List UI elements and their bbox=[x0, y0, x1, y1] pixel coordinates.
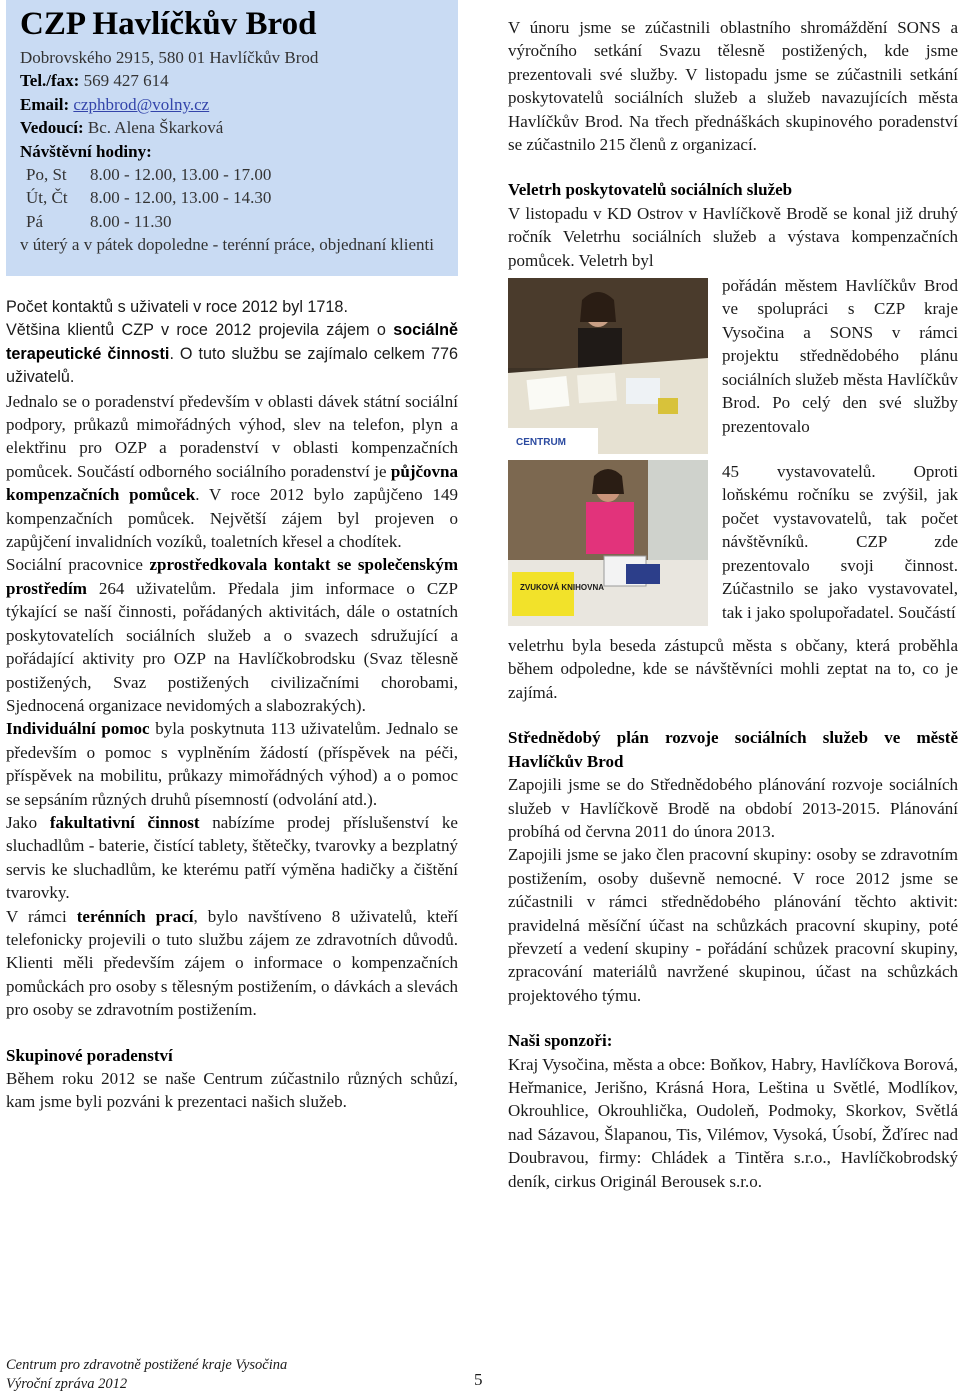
right-column bbox=[508, 16, 958, 1193]
left-column bbox=[6, 0, 458, 1114]
paragraph: veletrhu byla beseda zástupců města s občany, která proběhla během odpoledne, kde se návštěvníci mohli zeptat na to, co je zajímá. bbox=[508, 636, 958, 702]
paragraph: Během roku 2012 se naše Centrum zúčastnilo různých schůzí, kam jsme byli pozváni k prezentaci našich služeb. bbox=[6, 1069, 458, 1112]
org-title: CZP Havlíčkův Brod bbox=[20, 6, 317, 42]
footer bbox=[6, 1356, 506, 1394]
footer-line-1: Centrum pro zdravotně postižené kraje Vysočina bbox=[6, 1357, 288, 1373]
hours-row: Po, St 8.00 - 12.00, 13.00 - 17.00 bbox=[26, 165, 272, 185]
footer-line-2: Výroční zpráva 2012 bbox=[6, 1376, 128, 1392]
hours-label: Návštěvní hodiny: bbox=[20, 141, 152, 161]
photo1-sign: CENTRUM bbox=[516, 437, 566, 449]
paragraph: V únoru jsme se zúčastnili oblastního shromáždění SONS a výročního setkání Svazu tělesně postižených, kde jsme prezentovali své služby. V listopadu jsme se zúčastnili setkání poskytovatelů sociálních služeb a služeb navazujících města Havlíčkův Brod. Na třech přednáškách skupinového poradenství se zúčastnilo 215 členů z organizací. bbox=[508, 18, 958, 155]
fair-photo-1 bbox=[508, 278, 708, 454]
section-heading: Naši sponzoři: bbox=[508, 1031, 613, 1051]
section-heading: Skupinové poradenství bbox=[6, 1045, 173, 1065]
fair-photo-2 bbox=[508, 460, 708, 626]
email-line bbox=[20, 93, 444, 116]
hours-note: v úterý a v pátek dopoledne - terénní práce, objednaní klienti bbox=[20, 235, 434, 255]
paragraph: V listopadu v KD Ostrov v Havlíčkově Brodě se konal již druhý ročník Veletrhu sociálních služeb a výstava kompenzačních pomůcek. Veletrh byl bbox=[508, 203, 958, 270]
paragraph: Zapojili jsme se do Střednědobého plánování rozvoje sociálních služeb v Havlíčkově Brodě na období 2013-2015. Plánování probíhá od června 2011 do února 2013. bbox=[508, 775, 958, 841]
email-label: Email: bbox=[20, 94, 70, 114]
paragraph: Sociální pracovnice zprostředkovala kontakt se společenským prostředím 264 uživatelům. Předala jim informace o CZP týkající se naší činnosti, pořádaných aktivitách, dále o ostatních poskytovatelích sociálních služeb a o svazech sdružující a pořádající aktivity pro OZP na Havlíčkobrodsku (Svaz tělesně postižených, Svaz postižených civilizačními chorobami, Sjednocená organizace nevidomých a slabozrakých). bbox=[6, 555, 459, 715]
contacts-count: Počet kontaktů s uživateli v roce 2012 byl 1718. bbox=[6, 298, 348, 316]
phone: 569 427 614 bbox=[83, 71, 169, 91]
paragraph: Zapojili jsme se jako člen pracovní skupiny: osoby se zdravotním postižením, osoby duševně nemocné. V roce 2012 jsme se zúčastnili v rámci střednědobého plánování těchto aktivit: pravidelná měsíční účast na schůzkách pracovní skupiny, poté převzetí a vedení skupiny - pořádání schůzek pracovní skupiny, zpracování materiálů navržené skupinou, účast na schůzkách projektového týmu. bbox=[508, 845, 958, 1005]
hours-row: Pá 8.00 - 11.30 bbox=[26, 211, 172, 231]
phone-label: Tel./fax: bbox=[20, 71, 80, 91]
address: Dobrovského 2915, 580 01 Havlíčkův Brod bbox=[20, 48, 319, 67]
photo2-sign: ZVUKOVÁ KNIHOVNA bbox=[520, 583, 605, 593]
wrap-text-1: pořádán městem Havlíčkův Brod ve spolupráci s CZP kraje Vysočina a SONS v rámci projektu střednědobého plánu sociálních služeb města Havlíčkův Brod. Po celý den své služby prezentovalo bbox=[722, 276, 958, 436]
section-heading: Veletrh poskytovatelů sociálních služeb bbox=[508, 180, 793, 200]
figure-block bbox=[508, 274, 958, 636]
paragraph: V rámci terénních prací, bylo navštíveno 8 uživatelů, kteří telefonicky projevili o tuto službu zájem ze zdravotních důvodů. Klienti měli především zájem o informace o kompenzačních pomůckách pro osoby s tělesným postižením, o dávkách a slevách pro osoby se zdravotním postižením. bbox=[6, 906, 458, 1020]
paragraph: Kraj Vysočina, města a obce: Boňkov, Habry, Havlíčkova Borová, Heřmanice, Jerišno, Krásná Hora, Leština u Světlé, Modlíkov, Okrouhlice, Okrouhlička, Oudoleň, Podmoky, Skorkov, Světlá nad Sázavou, Šlapanou, Tis, Vilémov, Vysoká, Úsobí, Žďírec nad Doubravou, firmy: Chládek a Tintěra s.r.o., Havlíčkobrodský deník, cirkus Originál Berousek s.r.o. bbox=[508, 1054, 958, 1191]
head-label: Vedoucí: bbox=[20, 118, 84, 138]
head-name: Bc. Alena Škarková bbox=[87, 118, 224, 138]
paragraph: Jako fakultativní činnost nabízíme prodej příslušenství ke sluchadlům - baterie, čistící tablety, štětečky, tvarovky a bezplatný servis ke sluchadlům, ke kterému patří výměna hadičky a čištění tvarovky. bbox=[6, 812, 458, 903]
wrap-text-2: 45 vystavovatelů. Oproti loňskému ročníku se zvýšil, jak počet vystavovatelů, tak počet návštěvníků. CZP zde prezentovalo svoji činnost. Zúčastnilo se jako vystavovatel, tak i jako spolupořadatel. Součástí bbox=[722, 462, 958, 622]
section-heading: Střednědobý plán rozvoje sociálních služeb ve městě Havlíčkův Brod bbox=[508, 728, 958, 771]
hours-row: Út, Čt 8.00 - 12.00, 13.00 - 14.30 bbox=[26, 188, 272, 208]
page-number: 5 bbox=[474, 1370, 483, 1389]
phone-line bbox=[20, 69, 444, 92]
paragraph: Jednalo se o poradenství především v oblasti dávek státní sociální podpory, průkazů mimořádných výhod, slev na telefon, plyn a elektřinu pro OZP a poradenství v oblasti kompenzačních pomůcek. Součástí odborného sociálního poradenství je půjčovna kompenzačních pomůcek. V roce 2012 bylo zapůjčeno 149 kompenzačních pomůcek. Největší zájem byl projeven o zapůjčení invalidních vozíků, toaletních křesel a chodítek. bbox=[6, 391, 458, 552]
email-link[interactable]: czphbrod@volny.cz bbox=[73, 94, 210, 114]
paragraph: Většina klientů CZP v roce 2012 projevila zájem o sociálně terapeutické činnosti. O tuto službu se zajímalo celkem 776 uživatelů. bbox=[6, 321, 458, 387]
head-line bbox=[20, 116, 444, 139]
contact-box bbox=[6, 0, 458, 276]
paragraph: Individuální pomoc byla poskytnuta 113 uživatelům. Jednalo se především o pomoc s vyplněním žádostí (příspěvek na péči, příspěvek na mobilitu, průkazy mimořádných výhod) a o pomoc se sepsáním různých druhů písemností (odvolání atd.). bbox=[6, 719, 458, 809]
